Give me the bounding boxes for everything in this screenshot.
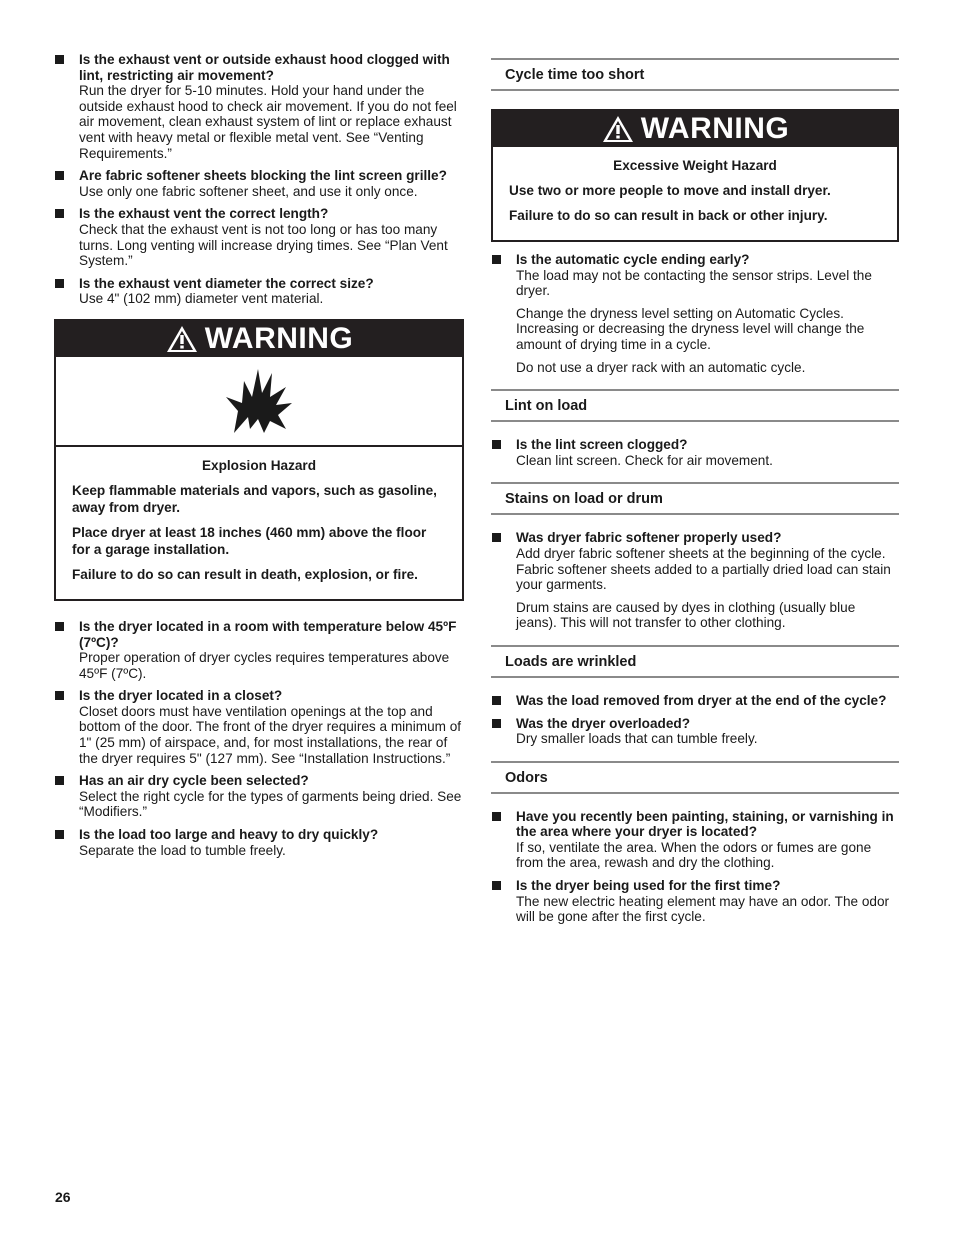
question: Has an air dry cycle been selected? <box>79 773 309 789</box>
list-item <box>54 773 464 820</box>
answer: Separate the load to tumble freely. <box>79 842 286 858</box>
warning-text: Keep flammable materials and vapors, such as gasoline, away from dryer. <box>72 482 437 515</box>
list-item <box>491 252 899 375</box>
explosion-icon <box>224 367 294 435</box>
list-item <box>491 716 899 747</box>
square-bullet-icon <box>55 171 64 180</box>
list-item <box>491 437 899 468</box>
question: Is the dryer being used for the first time? <box>516 878 781 894</box>
question: Is the exhaust vent or outside exhaust hood clogged with lint, restricting air movement? <box>79 52 450 83</box>
answer: If so, ventilate the area. When the odors or fumes are gone from the area, rewash and dry the clothing. <box>516 839 872 871</box>
list-item <box>491 530 899 631</box>
warning-title: WARNING <box>640 112 790 146</box>
answer: Use only one fabric softener sheet, and use it only once. <box>79 183 418 199</box>
list-item <box>54 168 464 199</box>
question: Is the exhaust vent the correct length? <box>79 206 329 222</box>
answer: Change the dryness level setting on Automatic Cycles. Increasing or decreasing the dryness level will change the amount of drying time in a cycle. <box>516 305 865 352</box>
answer: Closet doors must have ventilation openings at the top and bottom of the door. The front of the dryer requires a minimum of 1" (25 mm) of airspace, and, for most installations, the rear of the dryer requires 5" (127 mm). See “Installation Instructions.” <box>79 703 462 766</box>
list-item <box>491 878 899 925</box>
warning-header <box>493 111 897 147</box>
square-bullet-icon <box>55 622 64 631</box>
question: Is the dryer located in a room with temperature below 45ºF (7ºC)? <box>79 618 457 650</box>
question: Is the automatic cycle ending early? <box>516 252 750 267</box>
warning-title: WARNING <box>204 322 354 356</box>
question: Was dryer fabric softener properly used? <box>516 530 782 546</box>
square-bullet-icon <box>55 279 64 288</box>
warning-body <box>56 447 462 599</box>
list-item <box>491 809 899 871</box>
list-item <box>54 52 464 161</box>
list-item <box>54 206 464 268</box>
square-bullet-icon <box>492 881 501 890</box>
section-heading: Loads are wrinkled <box>491 645 899 678</box>
square-bullet-icon <box>55 55 64 64</box>
answer: The load may not be contacting the sensor strips. Level the dryer. <box>516 267 872 299</box>
square-bullet-icon <box>55 691 64 700</box>
square-bullet-icon <box>492 719 501 728</box>
square-bullet-icon <box>492 533 501 542</box>
question: Was the load removed from dryer at the end of the cycle? <box>516 692 887 708</box>
warning-body <box>493 147 897 240</box>
square-bullet-icon <box>492 812 501 821</box>
square-bullet-icon <box>55 830 64 839</box>
weight-warning-box <box>491 109 899 242</box>
answer: Select the right cycle for the types of garments being dried. See “Modifiers.” <box>79 788 462 820</box>
answer: The new electric heating element may have an odor. The odor will be gone after the first cycle. <box>516 893 890 925</box>
answer: Do not use a dryer rack with an automatic cycle. <box>516 359 806 375</box>
warning-triangle-icon <box>601 114 635 144</box>
answer: Add dryer fabric softener sheets at the beginning of the cycle. Fabric softener sheets added to a partially dried load can stain your garments. <box>516 545 891 593</box>
square-bullet-icon <box>492 255 501 264</box>
question: Are fabric softener sheets blocking the lint screen grille? <box>79 168 447 184</box>
square-bullet-icon <box>55 209 64 218</box>
answer: Dry smaller loads that can tumble freely. <box>516 731 758 747</box>
answer: Run the dryer for 5-10 minutes. Hold your hand under the outside exhaust hood to check air movement. If you do not feel air movement, clean exhaust system of lint or replace exhaust vent with heavy metal or flexible metal vent. See “Venting Requirements.” <box>79 83 457 161</box>
question: Is the dryer located in a closet? <box>79 688 283 704</box>
warning-text: Use two or more people to move and install dryer. <box>509 183 831 198</box>
question: Have you recently been painting, staining, or varnishing in the area where your dryer is located? <box>516 808 894 840</box>
question: Is the lint screen clogged? <box>516 437 688 453</box>
explosion-warning-box <box>54 319 464 601</box>
square-bullet-icon <box>55 776 64 785</box>
square-bullet-icon <box>492 440 501 449</box>
list-item <box>54 688 464 766</box>
answer: Use 4" (102 mm) diameter vent material. <box>79 291 324 307</box>
right-column <box>491 58 899 932</box>
list-item <box>54 276 464 307</box>
warning-triangle-icon <box>165 324 199 354</box>
question: Was the dryer overloaded? <box>516 715 690 731</box>
section-heading: Lint on load <box>491 389 899 422</box>
warning-text: Failure to do so can result in back or other injury. <box>509 208 828 223</box>
section-heading: Odors <box>491 761 899 794</box>
list-item <box>54 619 464 681</box>
warning-text: Place dryer at least 18 inches (460 mm) above the floor for a garage installation. <box>72 524 427 557</box>
list-item <box>491 693 899 709</box>
pictogram-area <box>56 357 462 447</box>
hazard-title: Excessive Weight Hazard <box>613 158 777 173</box>
question: Is the load too large and heavy to dry quickly? <box>79 827 379 843</box>
question: Is the exhaust vent diameter the correct size? <box>79 275 374 291</box>
warning-text: Failure to do so can result in death, explosion, or fire. <box>72 566 418 582</box>
square-bullet-icon <box>492 696 501 705</box>
section-heading: Stains on load or drum <box>491 482 899 515</box>
page-number: 26 <box>55 1189 71 1205</box>
left-column <box>54 52 464 865</box>
answer: Check that the exhaust vent is not too long or has too many turns. Long venting will increase drying times. See “Plan Vent System.” <box>79 221 448 269</box>
hazard-title: Explosion Hazard <box>201 457 317 473</box>
answer: Clean lint screen. Check for air movement. <box>516 452 773 468</box>
list-item <box>54 827 464 858</box>
answer: Proper operation of dryer cycles requires temperatures above 45ºF (7ºC). <box>79 650 450 681</box>
section-heading: Cycle time too short <box>491 58 899 91</box>
answer: Drum stains are caused by dyes in clothing (usually blue jeans). This will not transfer to other clothing. <box>516 599 856 631</box>
warning-header <box>56 321 462 357</box>
